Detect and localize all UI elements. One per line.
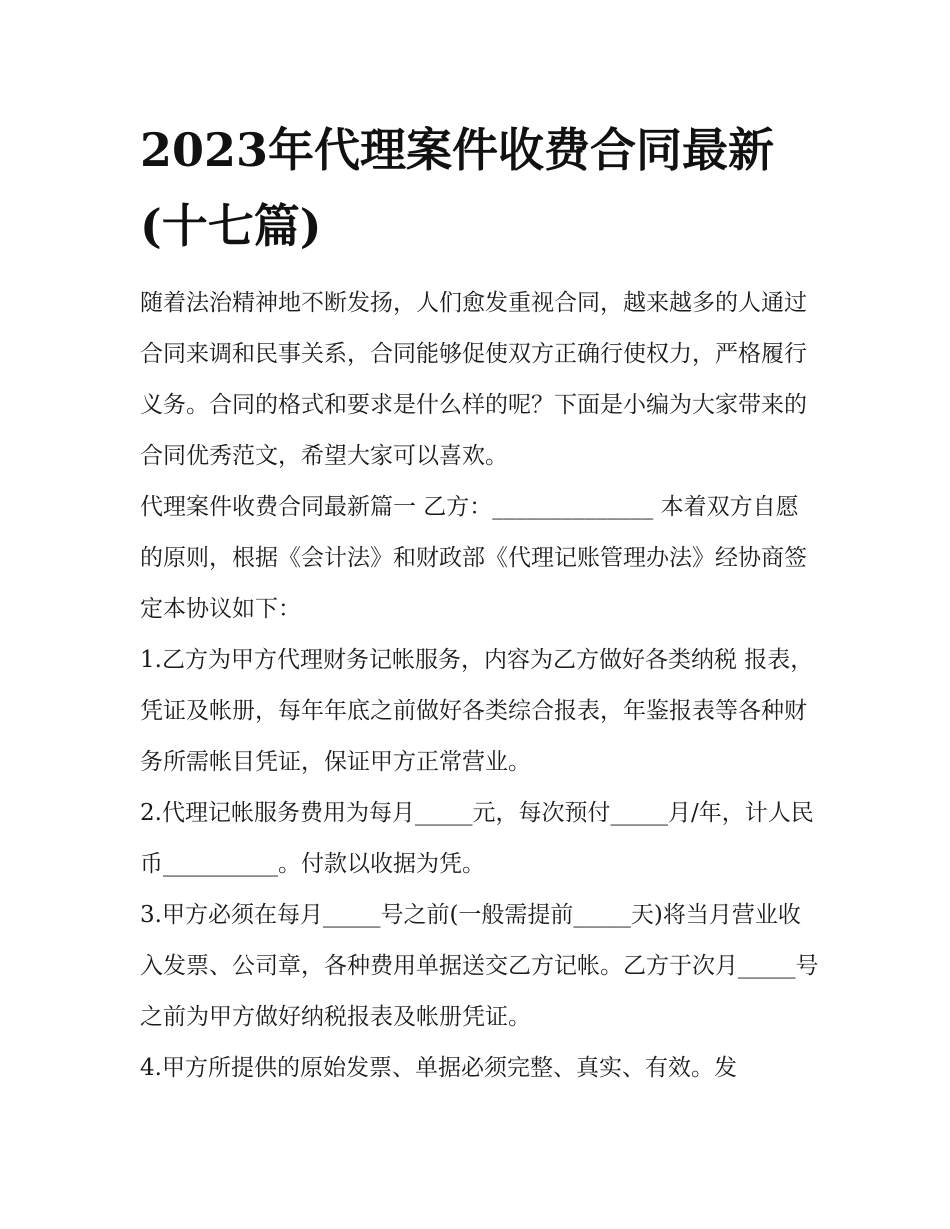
intro-paragraph: 随着法治精神地不断发扬，人们愈发重视合同，越来越多的人通过合同来调和民事关系，合同能够促使双方正确行使权力，严格履行义务。合同的格式和要求是什么样的呢？下面是小编为大家带来的合同优秀范文，希望大家可以喜欢。 — [140, 290, 807, 469]
clause-4-paragraph: 4.甲方所提供的原始发票、单据必须完整、真实、有效。发 — [140, 1055, 737, 1081]
contract-preamble-paragraph: 代理案件收费合同最新篇一 乙方：______________ 本着双方自愿的原则，根据《会计法》和财政部《代理记账管理办法》经协商签定本协议如下： — [140, 494, 807, 622]
clause-3-paragraph: 3.甲方必须在每月_____号之前(一般需提前_____天)将当月营业收入发票、公司章，各种费用单据送交乙方记帐。乙方于次月_____号之前为甲方做好纳税报表及帐册凭证。 — [140, 902, 819, 1030]
clause-1-paragraph: 1.乙方为甲方代理财务记帐服务，内容为乙方做好各类纳税 报表，凭证及帐册，每年年底之前做好各类综合报表，年鉴报表等各种财务所需帐目凭证，保证甲方正常营业。 — [140, 647, 814, 775]
document-title: 2023年代理案件收费合同最新(十七篇) — [140, 123, 775, 253]
clause-2-paragraph: 2.代理记帐服务费用为每月_____元，每次预付_____月/年，计人民币__________。付款以收据为凭。 — [140, 800, 814, 877]
document-body — [140, 278, 820, 1094]
